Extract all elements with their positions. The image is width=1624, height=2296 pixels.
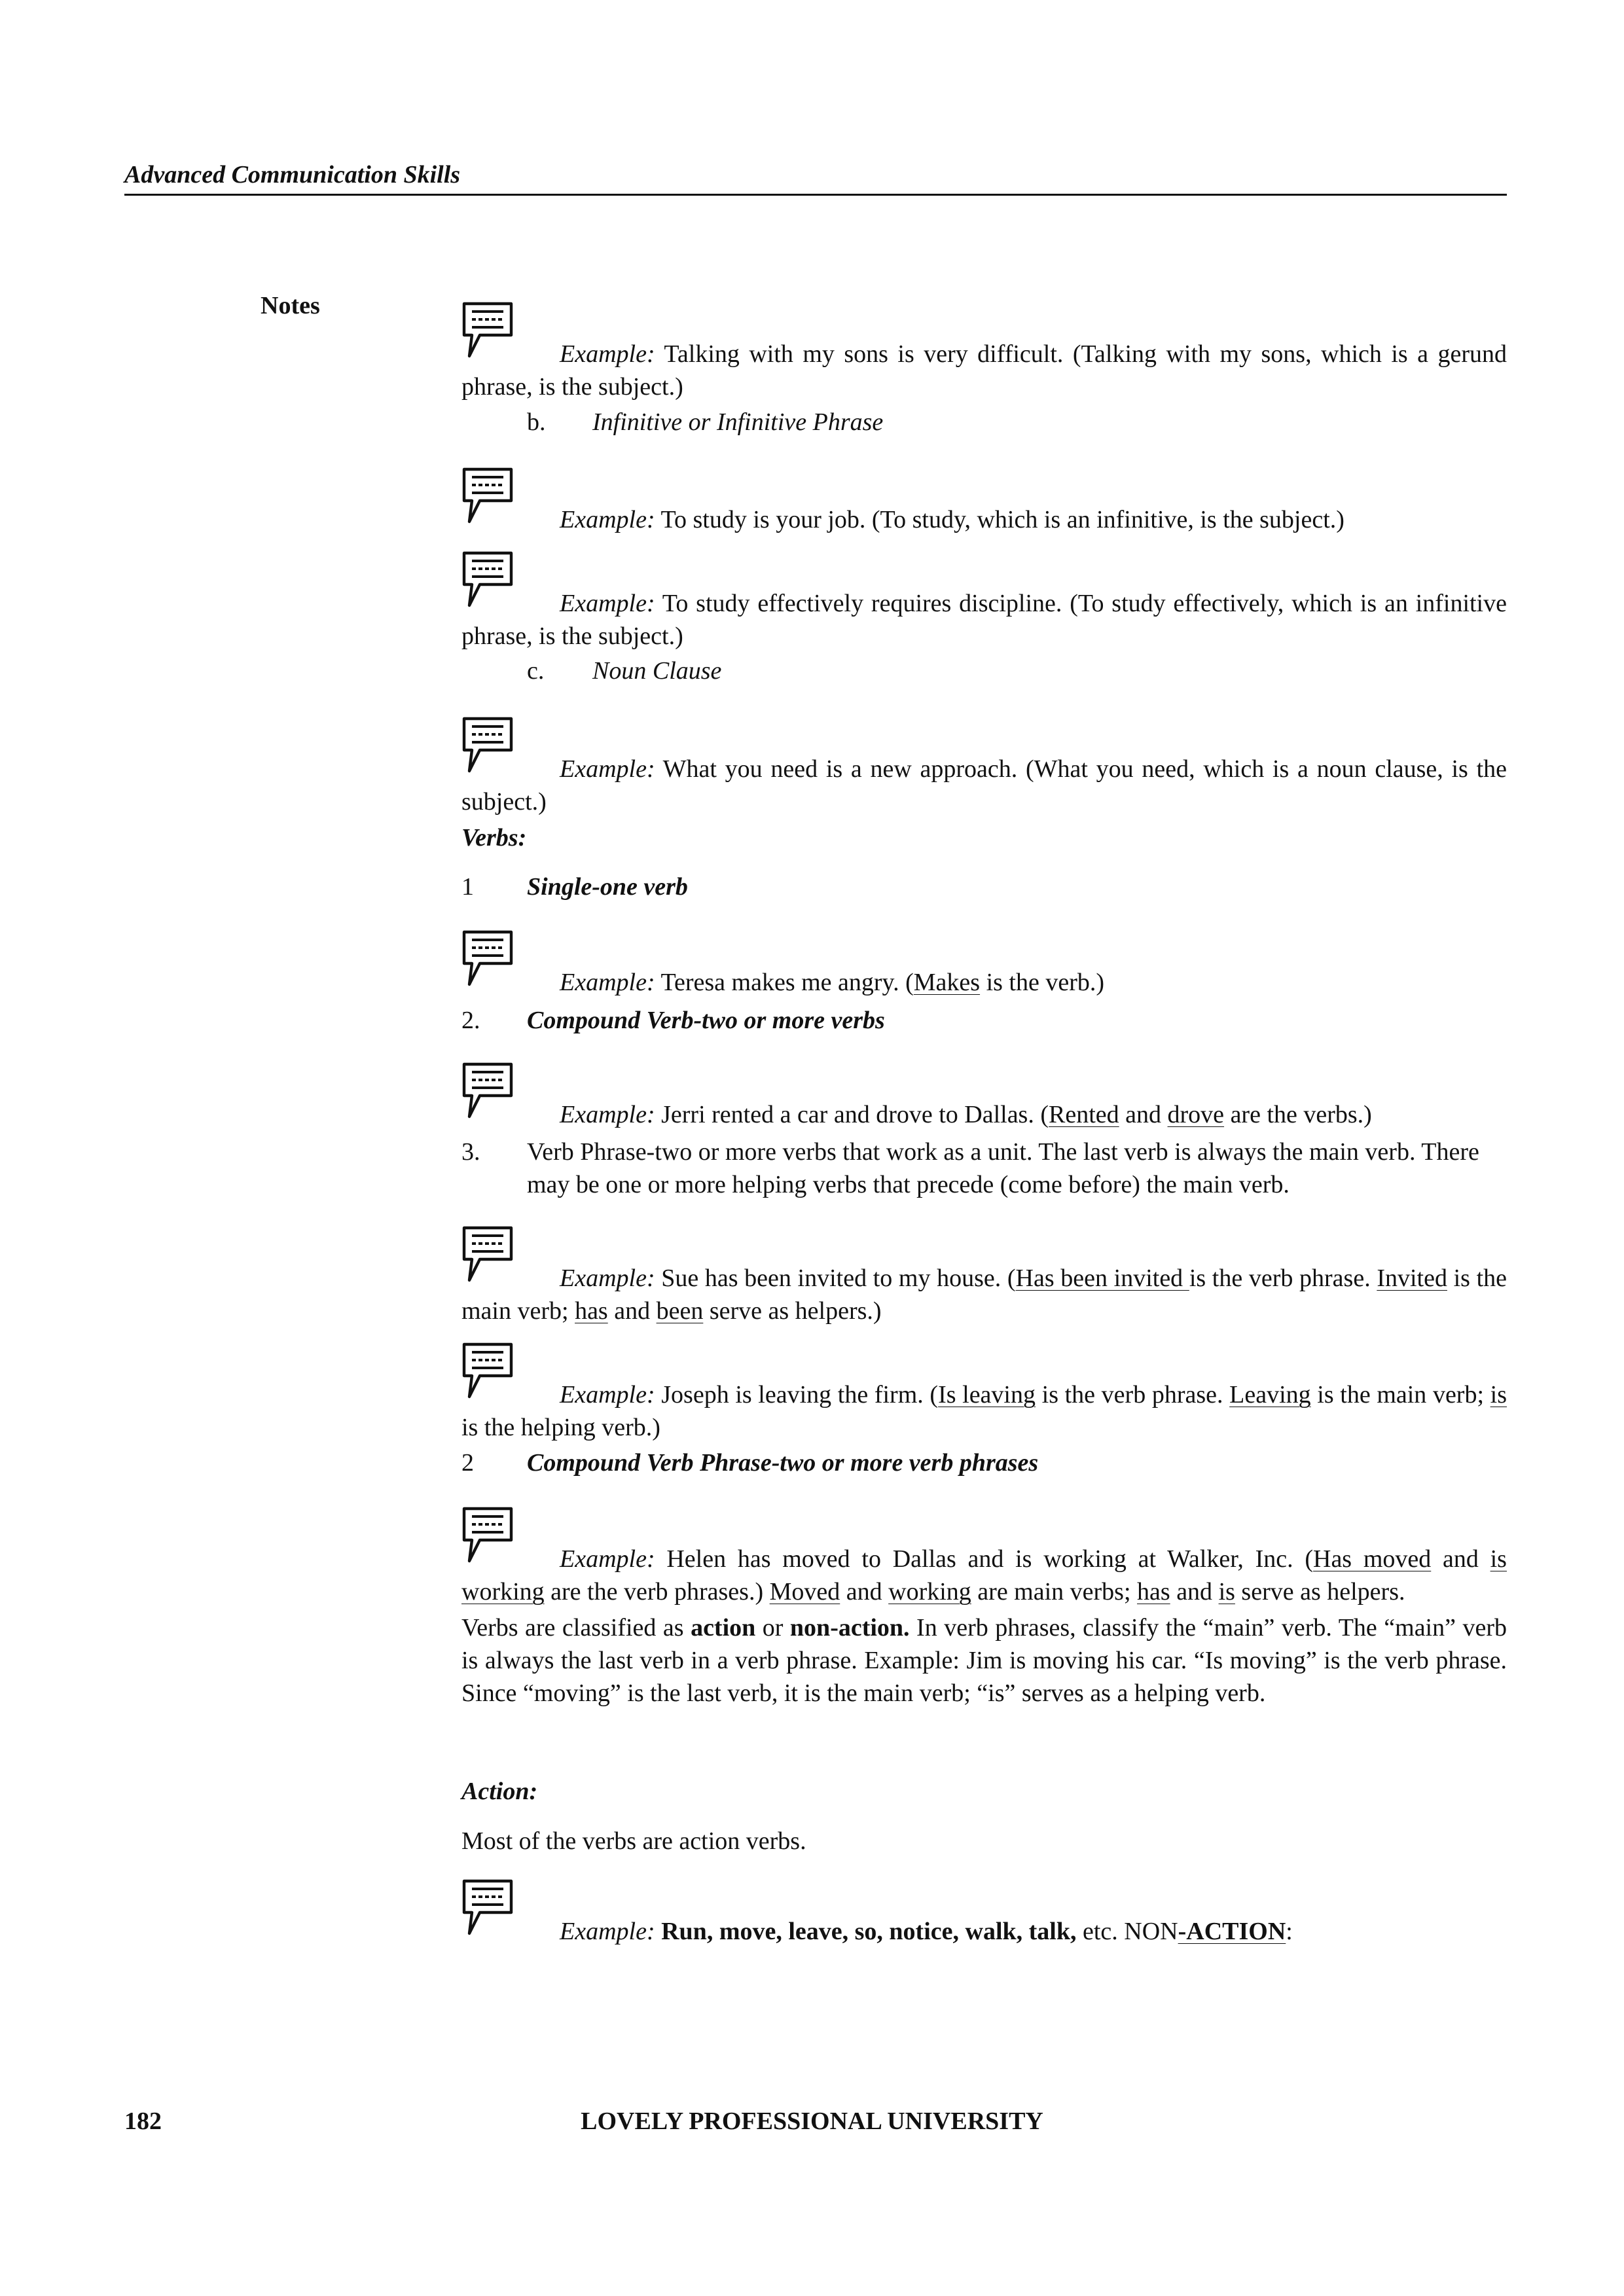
example-block (461, 550, 1507, 653)
example-block (461, 1062, 1507, 1131)
example-block (461, 929, 1507, 999)
example-block (461, 1225, 1507, 1327)
action-heading: Action: (461, 1778, 538, 1805)
example-speech-bubble-icon (461, 716, 514, 774)
verbs-heading: Verbs: (461, 824, 527, 852)
example-block (461, 1342, 1507, 1444)
header-title: Advanced Communication Skills (124, 161, 461, 188)
example-text: Example: Run, move, leave, so, notice, walk, talk, etc. NON-ACTION: (560, 1918, 1293, 1945)
example-speech-bubble-icon (461, 467, 514, 524)
example-speech-bubble-icon (461, 301, 514, 359)
example-text: Example: To study is your job. (To study, which is an infinitive, is the subject.) (560, 506, 1344, 533)
paragraph-verb-classification: Verbs are classified as action or non-action. In verb phrases, classify the “main” verb. The “main” verb is always the last verb in a verb phrase. Example: Jim is moving his car. “Is moving” is the verb phrase. Since “moving” is the last verb, it is the main verb; “is” serves as a helping verb. (461, 1614, 1507, 1707)
example-text: Example: Talking with my sons is very difficult. (Talking with my sons, which is a gerund phrase, is the subject.) (461, 340, 1507, 401)
example-text: Example: To study effectively requires discipline. (To study effectively, which is an infinitive phrase, is the subject.) (461, 590, 1507, 650)
header-rule (124, 194, 1507, 196)
example-text: Example: What you need is a new approach. (What you need, which is a noun clause, is the subject.) (461, 755, 1507, 816)
example-block (461, 1506, 1507, 1608)
footer-university: LOVELY PROFESSIONAL UNIVERSITY (581, 2108, 1043, 2135)
example-block (461, 1878, 1507, 1948)
example-speech-bubble-icon (461, 1225, 514, 1283)
example-text: Example: Jerri rented a car and drove to Dallas. (Rented and drove are the verbs.) (560, 1101, 1372, 1128)
paragraph-action-verbs: Most of the verbs are action verbs. (461, 1827, 806, 1855)
example-speech-bubble-icon (461, 1062, 514, 1119)
example-speech-bubble-icon (461, 929, 514, 987)
example-speech-bubble-icon (461, 1342, 514, 1399)
example-text: Example: Joseph is leaving the firm. (Is leaving is the verb phrase. Leaving is the main verb; is is the helping verb.) (461, 1381, 1507, 1441)
example-speech-bubble-icon (461, 1878, 514, 1936)
example-block (461, 716, 1507, 818)
example-block (461, 467, 1507, 536)
example-label: Example: (560, 340, 655, 368)
example-text: Example: Teresa makes me angry. (Makes is the verb.) (560, 969, 1105, 996)
notes-label: Notes (261, 292, 320, 319)
example-speech-bubble-icon (461, 1506, 514, 1564)
example-speech-bubble-icon (461, 550, 514, 608)
example-text: Example: Sue has been invited to my house. (Has been invited is the verb phrase. Invited is the main verb; has and been serve as helpers.) (461, 1265, 1507, 1325)
example-block (461, 301, 1507, 403)
example-text: Example: Helen has moved to Dallas and is working at Walker, Inc. (Has moved and is working are the verb phrases.) Moved and working are main verbs; has and is serve as helpers. (461, 1545, 1507, 1605)
page-number: 182 (124, 2108, 162, 2135)
running-header (124, 160, 1507, 190)
